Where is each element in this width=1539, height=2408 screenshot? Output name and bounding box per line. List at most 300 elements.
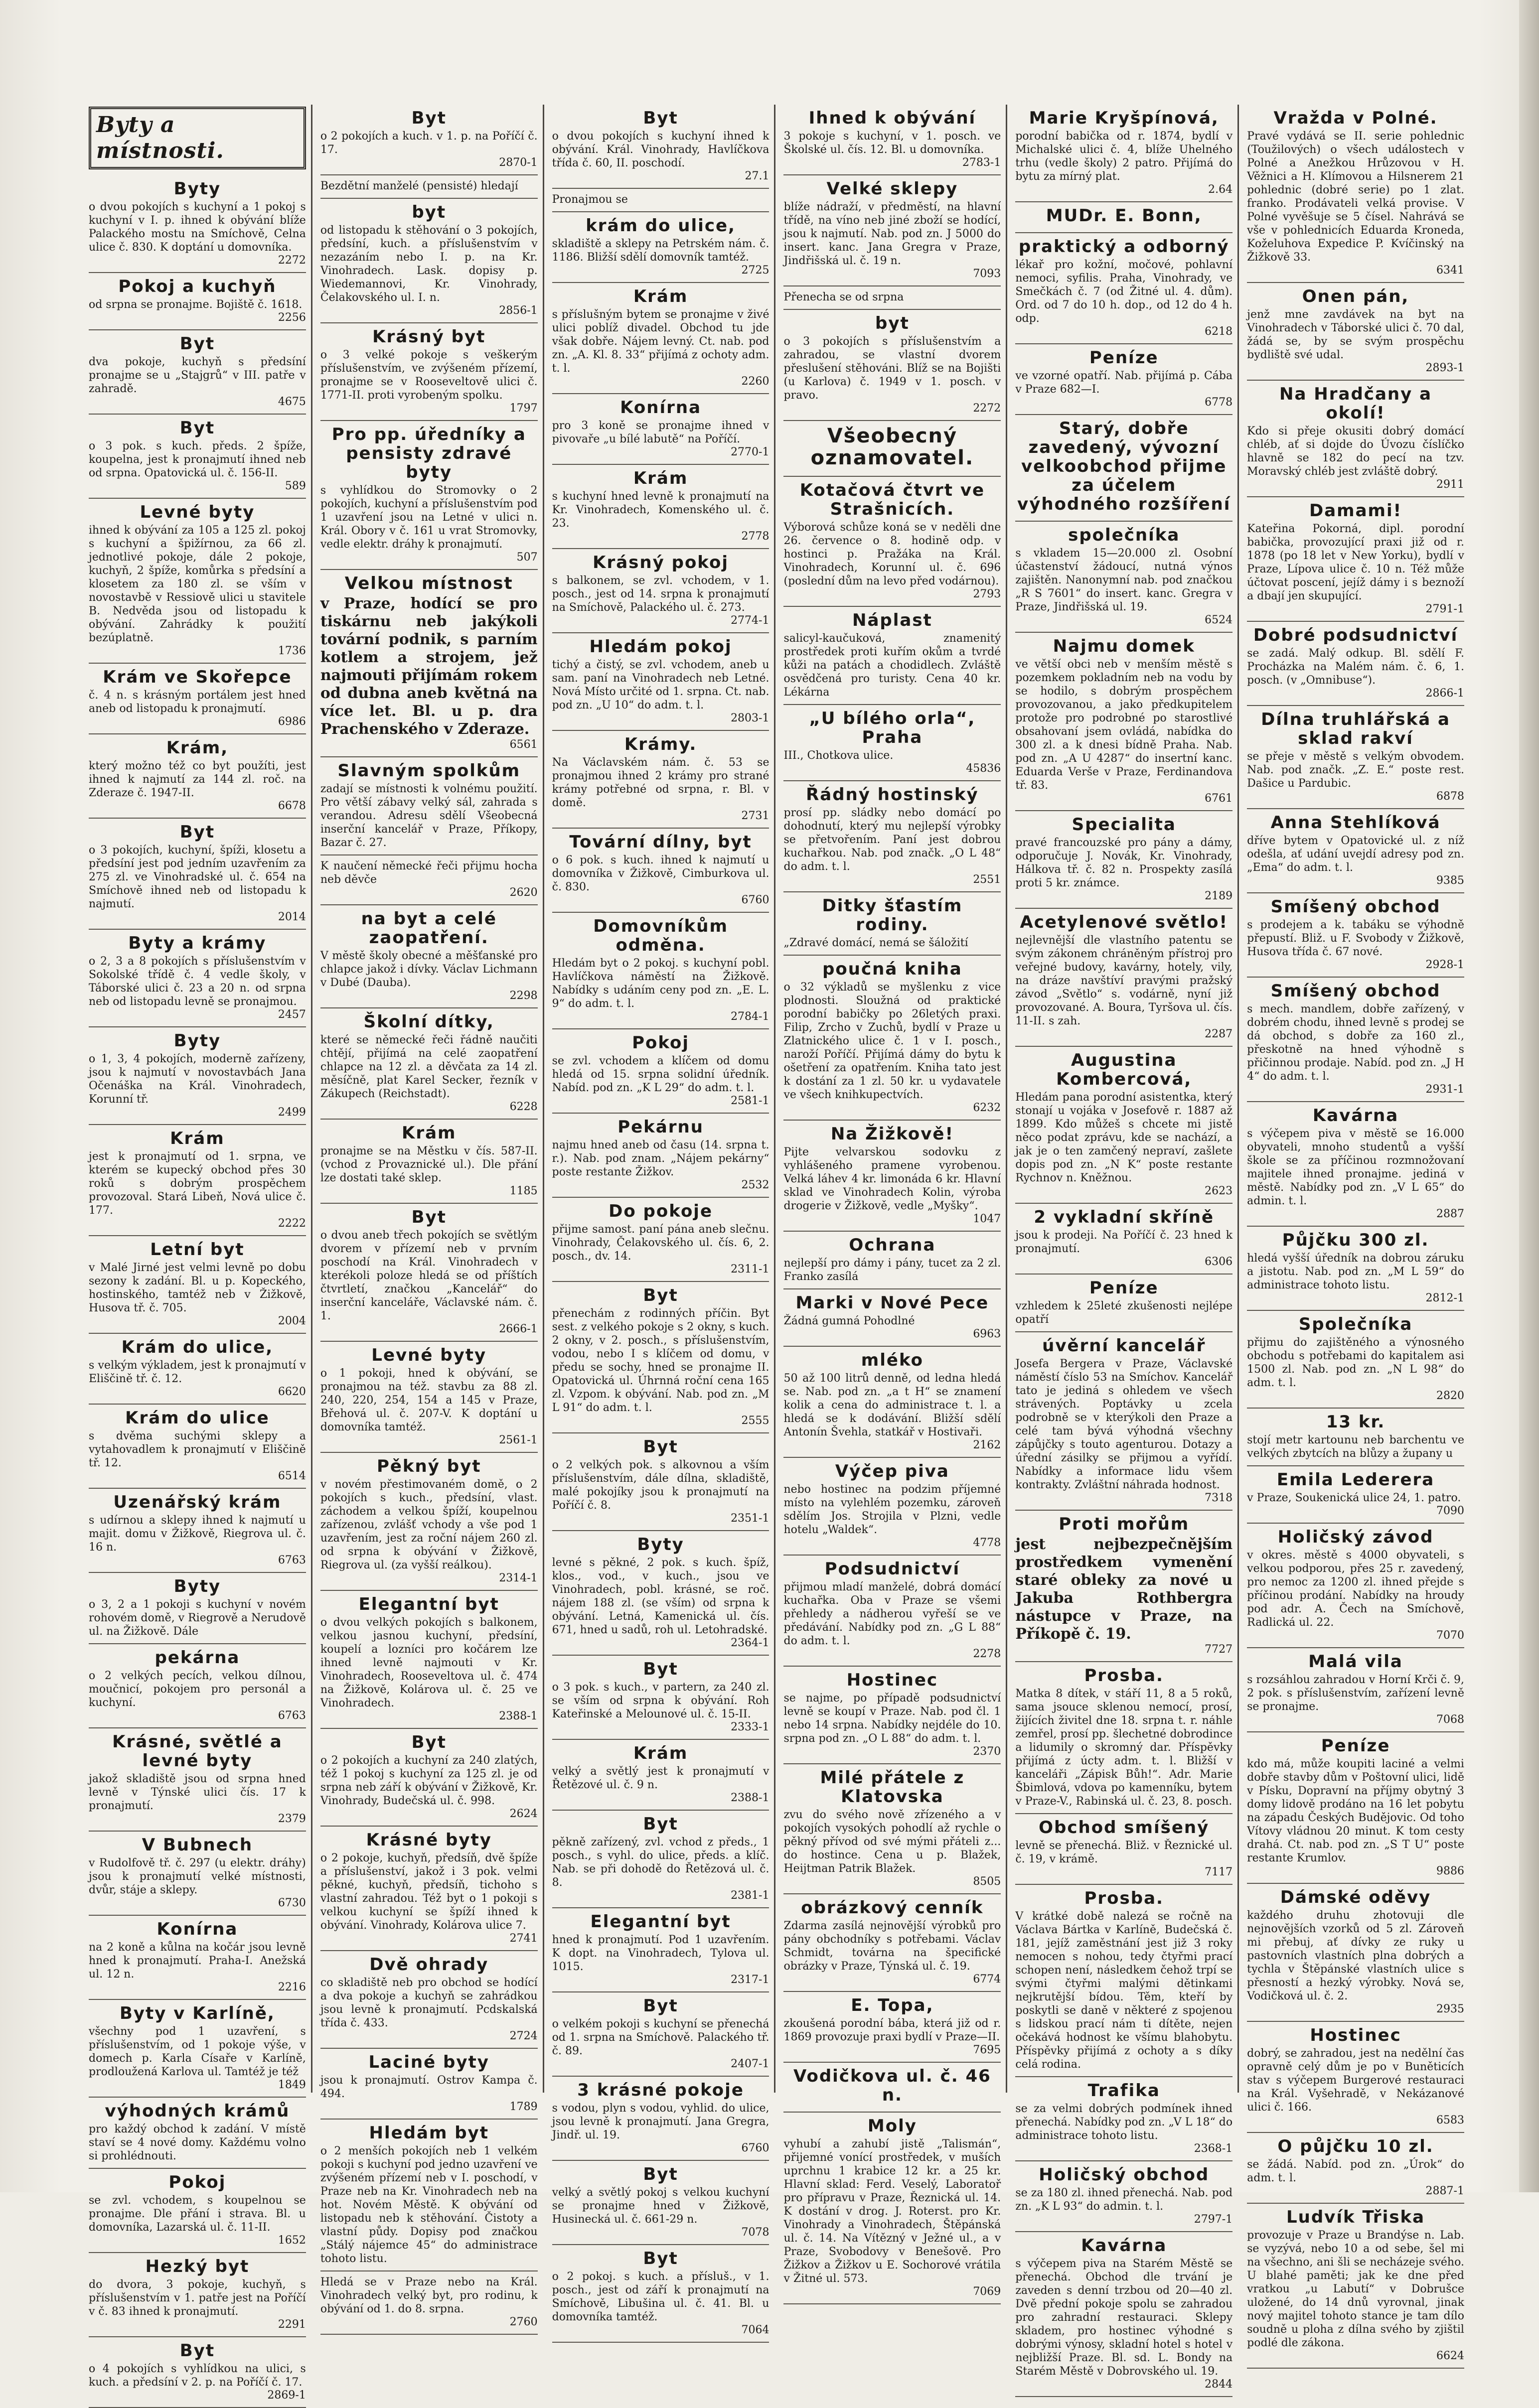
ad-body: Přenecha se od srpna (783, 291, 904, 303)
ad-reference-number: 27.1 (745, 170, 770, 182)
ad-reference-number: 2812-1 (1425, 1292, 1464, 1304)
classified-ad (552, 2245, 770, 2343)
classified-ad (783, 2113, 1001, 2304)
ad-heading: Najmu domek (1053, 636, 1195, 656)
classified-ad (89, 1027, 306, 1125)
ad-reference-number: 6583 (1436, 2114, 1464, 2126)
ad-reference-number: 2928-1 (1425, 959, 1464, 971)
ad-body: přijmu do zajištěného a výnosného obchodu s potřebami do kapitalem asi 1500 zl. Nab. pod zn. „N L 98“ do adm. t. l. (1247, 1336, 1464, 1389)
ad-reference-number: 6624 (1436, 2350, 1464, 2362)
ad-reference-number: 6763 (278, 1554, 306, 1566)
ad-heading: Elegantní byt (590, 1912, 731, 1932)
ad-reference-number: 2298 (509, 990, 538, 1002)
ad-body: o 2 menších pokojích neb 1 velkém pokoji s kuchyní pod jedno uzavření ve zvýšeném přízemí neb v I. poschodí, v Praze neb na Kr. Vinohradech neb na hot. Novém Městě. K obývání od listopadu neb k stěhování. Čistoty a vlastní půdy. Dopisy pod značkou „Stálý nájemce 45“ do administrace tohoto listu. (320, 2145, 538, 2265)
ad-reference-number: 2014 (278, 911, 306, 923)
classified-ad (1247, 2133, 1464, 2204)
ad-reference-number: 6778 (1205, 396, 1233, 409)
column-4 (778, 105, 1007, 2298)
ad-heading: Byt (179, 334, 215, 354)
ad-heading: Ludvík Třiska (1286, 2207, 1425, 2227)
ad-body: dva pokoje, kuchyň s předsíní pronajme se u „Stajgrů“ v III. patře v zahradě. (89, 356, 306, 395)
ad-reference-number: 6514 (278, 1470, 306, 1482)
ad-body: Pijte velvarskou sodovku z vyhlášeného pramene vyrobenou. Velká láhev 4 kr. limonáda 6 kr. Hlavní sklad ve Vinohradech Kolin, výroba drogerie v Žižkově, vedle „Myšky“. (783, 1146, 1001, 1212)
ad-heading: Kavárna (1312, 1106, 1399, 1126)
ad-body: v Praze, Soukenická ulice 24, 1. patro. (1247, 1492, 1461, 1504)
ad-heading: Dílna truhlářská a sklad rakví (1261, 709, 1450, 748)
classified-ad (320, 2120, 538, 2271)
ad-heading: Obchod smíšený (1039, 1818, 1210, 1838)
ad-reference-number: 2869-1 (267, 2389, 306, 2402)
ad-body: vyhubí a zahubí jistě „Talismán“, přijemné vonící prostředek, v muších uprchnu 1 krabice 12 kr. a 25 kr. Hlavní sklad: Ferd. Veselý, Laboratoř pro přípravu v Praze, Řeznická ul. 14. K dostání v drog. J. Roterst. pro Kr. Vinohrady a Vinohradech, Štěpánská ul. č. 14. Na Vítězný v Ježné ul., a v Praze, Svobodovy v Benešově. Pro Žižkov a Žižkov u E. Sochorové vrátila v Žitné ul. 573. (783, 2138, 1001, 2285)
ad-reference-number: 2778 (741, 530, 770, 543)
ad-reference-number: 8505 (973, 1875, 1001, 1888)
ad-body: pěkně zařízený, zvl. vchod z předs., 1 posch., s vyhl. do ulice, předs. a klíč. Nab. se při dohodě do Řetězová ul. č. 8. (552, 1836, 770, 1889)
ad-reference-number: 2784-1 (731, 1010, 770, 1023)
ad-reference-number: 7078 (741, 2226, 770, 2239)
ad-body: s vyhlídkou do Stromovky o 2 pokojích, kuchyní a příslušenstvím pod 1 uzavření jsou na Letné v ulici n. Král. Obory v č. 161 u vrat Stromovky, vedle elektr. dráhy k pronajmutí. (320, 484, 538, 551)
ad-heading: na byt a celé zaopatření. (361, 909, 497, 948)
ad-reference-number: 2803-1 (731, 712, 770, 724)
ad-heading: Smíšený obchod (1270, 897, 1441, 917)
classified-ad (1015, 1047, 1232, 1204)
ad-reference-number: 1789 (509, 2101, 538, 2113)
ad-heading: Specialita (1072, 815, 1176, 835)
ad-body: pronajme se na Městku v čís. 587-II. (vchod z Provaznické ul.). Dle přání lze dostati také sklep. (320, 1145, 538, 1184)
ad-body: tichý a čistý, se zvl. vchodem, aneb u sam. paní na Vinohradech neb Letné. Nová Místo určité od 1. srpna. Ct. nab. pod zn. „U 10“ do adm. t. l. (552, 659, 770, 711)
ad-reference-number: 2311-1 (731, 1263, 770, 1275)
ad-heading: Krásný pokoj (593, 553, 729, 572)
ad-heading: Dámské oděvy (1280, 1887, 1431, 1907)
ad-heading: Krám (170, 1129, 225, 1148)
classified-ad (783, 892, 1001, 956)
ad-body: K naučení německé řeči přijmu hocha neb děvče (320, 860, 538, 886)
ad-body: se zvl. vchodem a klíčem od domu hledá od 15. srpna solidní úředník. Nabíd. pod zn. „K L 29“ do adm. t. l. (552, 1055, 770, 1094)
ad-reference-number: 2620 (509, 886, 538, 899)
ad-heading: byt (875, 313, 910, 333)
ad-body: pro každý obchod k zadání. V místě staví se 4 nové domy. Každému volno si prohlédnouti. (89, 2123, 306, 2162)
classified-ad (1247, 1732, 1464, 1884)
ad-heading: Malá vila (1308, 1652, 1403, 1672)
ad-reference-number: 2770-1 (731, 446, 770, 458)
ad-reference-number: 2260 (741, 375, 770, 388)
classified-ad (1015, 1332, 1232, 1511)
ad-heading: Společníka (1298, 1314, 1413, 1334)
ad-reference-number: 6878 (1436, 790, 1464, 803)
ad-body: se najme, po případě podsudnictví levně se koupí v Praze. Nab. pod čl. 1 nebo 14 srpna. Nabídky nejdéle do 10. srpna pod zn. „O L 88“ do adm. t. l. (783, 1692, 1001, 1745)
ad-heading: Velkou místnost (344, 573, 513, 593)
classified-ad (1247, 893, 1464, 978)
ad-body: vzhledem k 25leté zkušenosti nejlépe opatří (1015, 1300, 1233, 1326)
ad-heading: Smíšený obchod (1270, 981, 1441, 1001)
ad-reference-number: 2333-1 (731, 1721, 770, 1733)
ad-heading: Ochrana (849, 1235, 936, 1255)
classified-ad (783, 1121, 1001, 1232)
classified-ad (552, 1433, 770, 1531)
ad-body: s vodou, plyn s vodou, vyhlid. do ulice, jsou levně k pronajmutí. Jana Gregra, Jindř. ul. 19. (552, 2102, 770, 2141)
ad-body: se za velmi dobrých podmínek ihned přenechá. Nabídky pod zn. „V L 18“ do administrace tohoto listu. (1015, 2103, 1233, 2142)
ad-reference-number: 2844 (1205, 2378, 1233, 2391)
classified-ad (552, 1029, 770, 1114)
column-3 (547, 105, 776, 2336)
ad-body: o 3, 2 a 1 pokoji s kuchyní v novém rohovém domě, v Riegrově a Nerudově ul. na Žižkově. Dále (89, 1598, 306, 1638)
ad-reference-number: 7695 (973, 2044, 1001, 2056)
ad-reference-number: 7727 (1205, 1643, 1233, 1656)
classified-ad (1247, 2204, 1464, 2369)
ad-body: o 1 pokoji, hned k obývání, se pronajmou na též. stavbu za 88 zl. 240, 220, 254, 154 a 145 v Praze, Břehová ul. č. 207-V. K doptání u domovníka tamtéž. (320, 1367, 538, 1433)
ad-heading: 2 vykladní skříně (1034, 1207, 1215, 1227)
ad-heading: obrázkový cenník (801, 1898, 984, 1918)
ad-body: přijmou mladí manželé, dobrá domácí kuchařka. Oba v Praze se všemi přehledy a nádherou vyřeší se ve předávání. Nabídky pod zn. „G L 88“ do adm. t. l. (783, 1581, 1001, 1647)
classified-ad (552, 549, 770, 633)
ad-heading: Marki v Nové Pece (795, 1293, 989, 1313)
ad-heading: Školní dítky, (363, 1012, 494, 1032)
ad-body: hledá vyšší úředník na dobrou záruku a jistotu. Nab. pod zn. „M L 59“ do administrace tohoto listu. (1247, 1252, 1464, 1291)
classified-ad (1247, 1102, 1464, 1227)
ad-body: do dvora, 3 pokoje, kuchyň, s příslušenstvím v 1. patře jest na Poříčí v č. 83 ihned k pronajmutí. (89, 2278, 306, 2318)
ad-reference-number: 6760 (741, 894, 770, 906)
ad-heading: Byt (643, 108, 678, 128)
ad-heading: Augustina Kombercová, (1056, 1050, 1192, 1089)
classified-ad (552, 394, 770, 465)
ad-heading: Krásný byt (372, 327, 486, 347)
ad-reference-number: 2870-1 (499, 156, 538, 169)
ad-reference-number: 2731 (741, 810, 770, 822)
classified-ad (783, 2063, 1001, 2113)
classified-ad (783, 1667, 1001, 1764)
classified-ad (1015, 1814, 1232, 1885)
classified-ad (1247, 1227, 1464, 1311)
ad-heading: Byt (643, 2249, 678, 2268)
ad-reference-number: 2581-1 (731, 1095, 770, 1107)
ad-heading: Půjčku 300 zl. (1282, 1230, 1429, 1250)
classified-ad (1247, 622, 1464, 706)
classified-ad (89, 2169, 306, 2253)
ad-body: pravé francouzské pro pány a dámy, odporučuje J. Novák, Kr. Vinohrady, Hálkova tř. č. 82 n. Prospekty zasílá proti 5 kr. známce. (1015, 837, 1233, 889)
ad-body: blíže nádraží, v předměstí, na hlavní třídě, na víno neb jiné zboží se hodící, jsou k najmutí. Nab. pod zn. J 5000 do insert. kanc. Jana Gregra v Praze, Jindřišská ul. č. 19 n. (783, 201, 1001, 267)
ad-heading: Krám (633, 286, 688, 306)
classified-ad (1015, 1204, 1232, 1275)
ad-body: se za 180 zl. ihned přenechá. Nab. pod zn. „K L 93“ do admin. t. l. (1015, 2187, 1233, 2213)
ad-reference-number: 6524 (1205, 614, 1233, 626)
ad-heading: Marie Kryšpínová, (1029, 108, 1219, 128)
classified-ad (89, 1489, 306, 1573)
ad-reference-number: 2555 (741, 1415, 770, 1427)
ad-heading: Dobré podsudnictví (1253, 625, 1458, 645)
ad-reference-number: 7069 (973, 2285, 1001, 2298)
ad-body: přijme samost. paní pána aneb slečnu. Vinohrady, Čelakovského ul. čís. 6, 2. posch., dv. 14. (552, 1223, 770, 1263)
ad-heading: Moly (867, 2116, 917, 2136)
classified-ad (320, 1120, 538, 1204)
ad-heading: 13 kr. (1326, 1412, 1385, 1432)
classified-ad (89, 1832, 306, 1916)
ad-heading: E. Topa, (851, 1995, 934, 2015)
ad-body: s kuchyní hned levně k pronajmutí na Kr. Vinohradech, Komenského ul. č. 23. (552, 490, 770, 530)
ad-reference-number: 6218 (1205, 325, 1233, 338)
binding-edge (1519, 0, 1539, 2192)
ad-heading: Byty (173, 179, 221, 199)
ad-heading: Vodičkova ul. č. 46 n. (793, 2066, 991, 2105)
ad-reference-number: 7090 (1436, 1505, 1464, 1517)
ad-heading: Hostinec (1310, 2025, 1401, 2045)
classified-ad (89, 1125, 306, 1236)
ad-heading: Ditky šťastím rodiny. (822, 896, 963, 935)
column-2 (315, 105, 544, 2328)
classified-ad (552, 1908, 770, 1992)
classified-ad (783, 175, 1001, 286)
ad-heading: Pěkný byt (376, 1456, 481, 1476)
ad-heading: Levné byty (140, 502, 255, 522)
ad-heading: Na Žižkově! (830, 1124, 954, 1144)
ad-reference-number: 589 (285, 480, 306, 492)
classified-ad (89, 930, 306, 1027)
classified-ad (1247, 1524, 1464, 1648)
classified-ad (552, 2077, 770, 2161)
ad-reference-number: 9385 (1436, 874, 1464, 887)
ad-heading: Krám do ulice, (121, 1337, 274, 1357)
ad-reference-number: 2741 (509, 1932, 538, 1945)
ad-reference-number: 2820 (1436, 1390, 1464, 1402)
classified-ad (552, 212, 770, 283)
ad-reference-number: 2314-1 (499, 1572, 538, 1584)
ad-body: se zvl. vchodem, s koupelnou se pronajme. Dle přání i strava. Bl. u domovníka, Lazarská ul. č. 11-II. (89, 2194, 306, 2234)
classified-ad (1247, 105, 1464, 283)
ad-heading: Byt (179, 2341, 215, 2361)
classified-ad (1247, 1409, 1464, 1466)
ad-reference-number: 2287 (1205, 1028, 1233, 1040)
classified-ad (552, 731, 770, 829)
classified-ad (89, 330, 306, 415)
ad-reference-number: 2407-1 (731, 2058, 770, 2070)
classified-ad (783, 956, 1001, 1121)
ad-body: v Rudolfově tř. č. 297 (u elektr. dráhy) jsou k pronajmutí velké místnosti, dvůr, stáje a sklepy. (89, 1857, 306, 1896)
classified-ad (783, 705, 1001, 781)
classified-ad (783, 1992, 1001, 2063)
ad-heading: Pekárnu (617, 1117, 704, 1137)
ad-heading: Velké sklepy (826, 179, 958, 199)
ad-reference-number: 4778 (973, 1537, 1001, 1549)
ad-heading: Byty v Karlíně, (119, 2003, 275, 2023)
classified-ad (552, 2161, 770, 2245)
ad-body: provozuje v Praze u Brandýse n. Lab. se vyzývá, nebo 10 a od sebe, šel mi na všechno, ani šli se necházeje svého. U blahé paměti; jak ke dne před vratkou „u Labutí“ v Dobrušce uložené, do 14 dnů vyrovnal, jinak nový majitel tohoto stance je tam dílo soudně u ploha z dílna svého by zjištil podlé dle zákona. (1247, 2229, 1464, 2349)
ad-heading: praktický a odborný (1018, 237, 1230, 257)
classified-ad (320, 1008, 538, 1120)
ad-heading: Holičský obchod (1039, 2165, 1210, 2185)
ad-reference-number: 6232 (973, 1102, 1001, 1114)
ad-body: od listopadu k stěhování o 3 pokojích, předsíní, kuch. a příslušenstvím v nezazáním nebo I. p. na Kr. Vinohradech. Lask. dopisy p. Wiedemannovi, Kr. Vinohrady, Čelakovského ul. I. n. (320, 224, 538, 304)
ad-body: od srpna se pronajme. Bojiště č. 1618. (89, 298, 303, 311)
ad-body: s prodejem a k. tabáku se výhodně přepustí. Bliž. u F. Svobody v Žižkově, Husova třída č. 67 nové. (1247, 919, 1464, 958)
classified-ad (320, 570, 538, 757)
ad-body: zvu do svého nově zřízeného a v pokojích vysokých pohodlí až rychle o pěkný přívod od své mými přáteli z... do hostince. Cena u p. Blažek, Heijtman Patrik Blažek. (783, 1809, 1001, 1875)
classified-ad (552, 1531, 770, 1656)
classified-ad (1247, 381, 1464, 497)
ad-heading: Prosba. (1084, 1666, 1164, 1686)
column-5 (1010, 105, 1239, 2391)
ad-body: o 4 pokojích s vyhlídkou na ulici, s kuch. a předsíní v 2. p. na Poříčí č. 17. (89, 2363, 306, 2389)
ad-heading: Krámy. (624, 734, 697, 754)
ad-reference-number: 2351-1 (731, 1512, 770, 1525)
ad-body: V krátké době nalezá se ročně na Václava Bártka v Karlíně, Budečská č. 181, jejíž zaměstnání jest již 3 roky nemocen s nohou, tedy čtyřmi prací schopen není, následkem čehož trpí se svými čtyřmi malými dětinkami nejkrutější bídou. Těm, kteří by poskytli se daně v některé z spojenou s lidskou prací nám ti dítěte, nejen očekává hodnost ke všímu blahobytu. Příspěvky přijímá z ochoty a s díky celá rodina. (1015, 1910, 1233, 2071)
ad-body: Pronajmou se (552, 193, 628, 206)
ad-reference-number: 1849 (278, 2079, 306, 2091)
ad-reference-number: 6341 (1436, 264, 1464, 277)
ad-reference-number: 6963 (973, 1328, 1001, 1340)
ad-heading: Hledám byt (369, 2123, 489, 2143)
ad-heading: Byty (173, 1031, 221, 1051)
classified-ad (1015, 909, 1232, 1047)
ad-body: o 3 pokojích, kuchyní, špíži, klosetu a předsíní jest pod jedním uzavřením za 275 zl. ve Vinohradské ul. č. 654 na Smíchově ihned neb od listopadu k najmutí. (89, 844, 306, 910)
ad-body: přenechám z rodinných příčin. Byt sest. z velkého pokoje s 2 okny, s kuch. 2 okny, v 2. posch., s příslušenstvím, vodou, nebo I s klíčem od domu, v předu se sochy, hned se pronajme II. Opatovická ul. Úhrnná roční cena 165 zl. Vzpom. k obývání. Nab. pod zn. „M L 91“ do adm. t. l. (552, 1307, 770, 1414)
ad-body: dobrý, se zahradou, jest na nedělní čas opravně celý dům je po v Buněticích stav s výčepem Burgerové restauraci na Král. Vyšehradě, v Nekázanové ulici č. 166. (1247, 2047, 1464, 2114)
ad-reference-number: 2368-1 (1194, 2142, 1233, 2155)
ad-heading: Onen pán, (1302, 286, 1409, 306)
ad-heading: Pokoj a kuchyň (118, 277, 277, 296)
ad-reference-number: 7093 (973, 268, 1001, 280)
ad-reference-number: 2666-1 (499, 1323, 538, 1335)
ad-body: dříve bytem v Opatovické ul. z níž odešla, ať udání uvejdí adresy pod zn. „Ema“ do adm. t. l. (1247, 835, 1464, 874)
classified-ad (783, 310, 1001, 421)
ad-heading: Hostinec (846, 1670, 938, 1690)
ad-heading: Byt (643, 1285, 678, 1305)
ad-heading: Laciné byty (368, 2052, 489, 2072)
ad-reference-number: 1047 (973, 1213, 1001, 1225)
ad-body: porodní babička od r. 1874, bydlí v Michalské ulici č. 4, blíže Uhelného trhu (vedle školy) 2 patro. Přijímá do bytu za mírný plat. (1015, 130, 1233, 183)
ad-reference-number: 2317-1 (731, 1974, 770, 1986)
ad-heading: Byty (637, 1535, 684, 1555)
classified-ad (1247, 1466, 1464, 1524)
ad-heading: Řádný hostinský (806, 785, 979, 805)
ad-reference-number: 2551 (973, 873, 1001, 886)
ad-heading: Holičský závod (1277, 1527, 1434, 1547)
ad-body: o dvou aneb třech pokojích se světlým dvorem v přízemí neb v prvním poschodí na Král. Vinohradech v kterékoli poloze hledá se od příštích čtvrtletí, značkou „Kancelář“ do inserční kanceláře, Václavské nám. č. 1. (320, 1229, 538, 1322)
ad-reference-number: 1736 (278, 645, 306, 657)
classified-ad (552, 1656, 770, 1740)
ad-body: jsou k prodeji. Na Poříčí č. 23 hned k pronajmutí. (1015, 1229, 1233, 1255)
classified-ad (89, 1236, 306, 1334)
ad-body: Kdo si přeje okusiti dobrý domácí chléb, ať si dojde do Úvozu číslíčko hlavně se 182 do pecí na tzv. Moravský chléb jest zvláště dobrý. (1247, 425, 1464, 478)
ad-body: s dvěma suchými sklepy a vytahovadlem k pronajmutí v Eliščině tř. 12. (89, 1430, 306, 1469)
ad-reference-number: 7318 (1205, 1492, 1233, 1504)
ad-heading: Damami! (1309, 501, 1402, 521)
ad-reference-number: 2388-1 (731, 1792, 770, 1804)
classified-ad (552, 829, 770, 913)
ad-body: o 3 pok. s kuch., v partern, za 240 zl. se vším od srpna k obývání. Roh Kateřinské a Melounové ul. č. 15-II. (552, 1681, 770, 1720)
ad-body: o 2 pokojích a kuch. v 1. p. na Poříčí č. 17. (320, 130, 538, 156)
classified-ad (783, 1894, 1001, 1992)
ad-body: kdo má, může koupiti laciné a velmi dobře stavby dům v Poštovní ulici, lidě v Písku, Dopravní na příjmy obytný 3 domy lidově prodáno na 16 let pobytu na západu Českých Budějovic. Od toho Vítovy vládnou 20 minut. K tom cesty drahá. Ct. nab. pod zn. „S T U“ poste restante Krumlov. (1247, 1758, 1464, 1864)
classified-ad (89, 2337, 306, 2408)
ad-heading: Pokoj (632, 1033, 690, 1053)
ad-body: Žádná gumná Pohodlné (783, 1315, 915, 1327)
ad-body: jsou k pronajmutí. Ostrov Kampa č. 494. (320, 2074, 538, 2100)
classified-ad (1015, 2232, 1232, 2397)
ad-reference-number: 2760 (509, 2316, 538, 2328)
ad-body: č. 4 n. s krásným portálem jest hned aneb od listopadu k pronajmutí. (89, 689, 306, 715)
ad-heading: Proti mořům (1059, 1514, 1190, 1534)
ad-heading: Byt (643, 1996, 678, 2016)
ad-reference-number: 2457 (278, 1008, 306, 1021)
ad-body: velký a světlý pokoj s velkou kuchyní se pronajme hned v Žižkově, Husinecká ul. č. 661-29 n. (552, 2186, 770, 2226)
ad-body: o dvou pokojích s kuchyní a 1 pokoj s kuchyní v I. p. ihned k obývání blíže Palackého mostu na Smíchově, Celna ulice č. 830. K doptání u domovníka. (89, 201, 306, 254)
ad-heading: krám do ulice, (586, 216, 736, 236)
ad-body: 3 pokoje s kuchyní, v 1. posch. ve Školské ul. čís. 12. Bl. u domovníka. (783, 130, 1001, 156)
ad-reference-number: 2783-1 (962, 156, 1001, 169)
ad-reference-number: 6730 (278, 1897, 306, 1909)
classified-ad (1015, 1511, 1232, 1662)
ad-heading: Kotačová čtvrt ve Strašnicích. (799, 480, 985, 519)
ad-body: stojí metr kartounu neb barchentu ve velkých zbytcích na blůzy a župany u (1247, 1434, 1464, 1460)
ad-reference-number: 2370 (973, 1745, 1001, 1758)
classified-ad (1015, 2077, 1232, 2161)
ad-body: o 2 velkých pok. s alkovnou a vším příslušenstvím, dále dílna, skladiště, malé pokojíky jsou k pronajmutí na Poříčí č. 8. (552, 1459, 770, 1512)
ad-reference-number: 6228 (509, 1101, 538, 1113)
classified-ad (552, 1198, 770, 1282)
ad-heading: Letní byt (150, 1240, 245, 1260)
ad-body: o 1, 3, 4 pokojích, moderně zařízeny, jsou k najmutí v novostavbách Jana Očenáška na Král. Vinohradech, Korunní tř. (89, 1053, 306, 1106)
ad-heading: Krám (633, 1743, 688, 1763)
ad-reference-number: 2623 (1205, 1185, 1233, 1197)
ad-reference-number: 9886 (1436, 1865, 1464, 1877)
classified-ad (1015, 1662, 1232, 1814)
ad-reference-number: 2272 (973, 402, 1001, 415)
ad-body: Hledám pana porodní asistentka, který stonají u vojáka v Josefově r. 1887 až 1899. Kdo můžeš s chcete mi jistě něco podat zprávu, kde se nachází, a jak je o ten zamčený nepraví, zašlete dopis pod zn. „N K“ poste restante Rychnov n. Kněžnou. (1015, 1091, 1233, 1184)
ad-reference-number: 2856-1 (499, 304, 538, 317)
ad-reference-number: 2189 (1205, 890, 1233, 902)
ad-body: o 2 pokojích a kuchyní za 240 zlatých, též 1 pokoj s kuchyní za 125 zl. je od srpna neb září k obývání v Žižkově, Kr. Vinohrady, Budečská ul. č. 998. (320, 1754, 538, 1807)
ad-heading: Krásné byty (366, 1830, 492, 1850)
ad-body: Výborová schůze koná se v neděli dne 26. července o 8. hodině odp. v hostinci p. Pražáka na Král. Vinohradech, Korunní ul. č. 696 (poslední dům na levo před vodárnou). (783, 521, 1001, 587)
ad-heading: Podsudnictví (824, 1559, 960, 1579)
ad-reference-number: 2.64 (1208, 183, 1233, 196)
ad-body: ve větší obci neb v menším městě s pozemkem pokladním neb na vodu by se hodilo, s dobrým prospěchem provozovanou, a jako předkupitelem protože pro podrobné po starostlivé obsahovaní jsem ovládá, nabídka do 300 zl. a k dnesi bídně Praha. Nab. pod zn. „A U 4287“ do insertní kanc. Eduarda Verše v Praze, Ferdinandova tř. 83. (1015, 658, 1233, 792)
ad-heading: Konírna (156, 1919, 238, 1939)
classified-ad (89, 2098, 306, 2169)
ad-reference-number: 2624 (509, 1808, 538, 1820)
ad-body: Zdarma zasílá nejnovější výrobků pro pány obchodníky s potřebami. Václav Schmidt, továrna na špecifické obrázky v Praze, Týnská ul. č. 19. (783, 1920, 1001, 1973)
ad-body: jest k pronajmutí od 1. srpna, ve kterém se kupecký obchod přes 30 roků s dobrým prospěchem provozoval. Stará Libeň, Nová ulice č. 177. (89, 1150, 306, 1217)
ad-body: o 2 pokoj. s kuch. a přísluš., v 1. posch., jest od září k pronajmutí na Smíchově, Libušina ul. č. 41. Bl. u domovníka tamtéž. (552, 2270, 770, 2323)
ad-body: ve vzorné opatří. Nab. přijímá p. Cába v Praze 682—I. (1015, 370, 1233, 396)
classified-ad (552, 1114, 770, 1198)
ad-heading: MUDr. E. Bonn, (1046, 206, 1202, 226)
classified-ad (783, 105, 1001, 175)
ad-reference-number: 507 (516, 551, 538, 564)
ad-heading: společníka (1068, 525, 1180, 545)
ad-reference-number: 2364-1 (731, 1637, 770, 1649)
ad-body: o 3 pok. s kuch. předs. 2 špíže, koupelna, jest k pronajmutí ihned neb od srpna. Opatovická ul. č. 156-II. (89, 440, 306, 479)
ad-reference-number: 2931-1 (1425, 1083, 1464, 1096)
ad-heading: Slavným spolkům (337, 761, 521, 781)
ad-heading: poučná kniha (822, 959, 962, 979)
classified-ad (552, 1811, 770, 1908)
ad-heading: Uzenářský krám (113, 1492, 282, 1512)
ad-body: v novém přestimovaném domě, o 2 pokojích s kuch., předsíní, vlast. záchodem a velkou špíží, koupelnou zařízenou, zvlášť vchody a vše pod 1 uzavřením, jest za roční nájem 260 zl. od srpna k obývání v Žižkově, Riegrova ul. (za vyšší reálkou). (320, 1478, 538, 1571)
ad-heading: Levné byty (371, 1345, 487, 1365)
ad-body: v Praze, hodící se pro tiskárnu neb jakýkoli tovární podnik, s parním kotlem a strojem, jež najmouti přijímám rokem od dubna aneb květná na více let. Bl. u p. dra Prachenského v Zderaze. (320, 595, 538, 738)
classified-ad (320, 421, 538, 570)
ad-heading: Byt (179, 822, 215, 842)
ad-body: se přeje v městě s velkým obvodem. Nab. pod značk. „Z. E.“ poste rest. Dašice u Pardubic. (1247, 750, 1464, 790)
ad-body: najmu hned aneb od času (14. srpna t. r.). Nab. pod znam. „Nájem pekárny“ poste restante Žižkov. (552, 1139, 770, 1178)
ad-body: o dvou pokojích s kuchyní ihned k obývání. Král. Vinohrady, Havlíčkova třída č. 60, II. poschodí. (552, 130, 770, 169)
ad-heading: Prosba. (1084, 1888, 1164, 1908)
ad-body: s příslušným bytem se pronajme v živé ulici poblíž divadel. Obchod tu jde však dobře. Nájem levný. Ct. nab. pod zn. „A. Kl. 8. 33“ přijímá z ochoty adm. t. l. (552, 308, 770, 375)
classified-ad (320, 1453, 538, 1591)
ad-reference-number: 2291 (278, 2318, 306, 2331)
classified-ad (552, 105, 770, 189)
classified-ad (320, 1591, 538, 1729)
ad-body: V městě školy obecné a měšťanské pro chlapce jakož i dívky. Václav Lichmann v Dubé (Dauba). (320, 950, 538, 989)
